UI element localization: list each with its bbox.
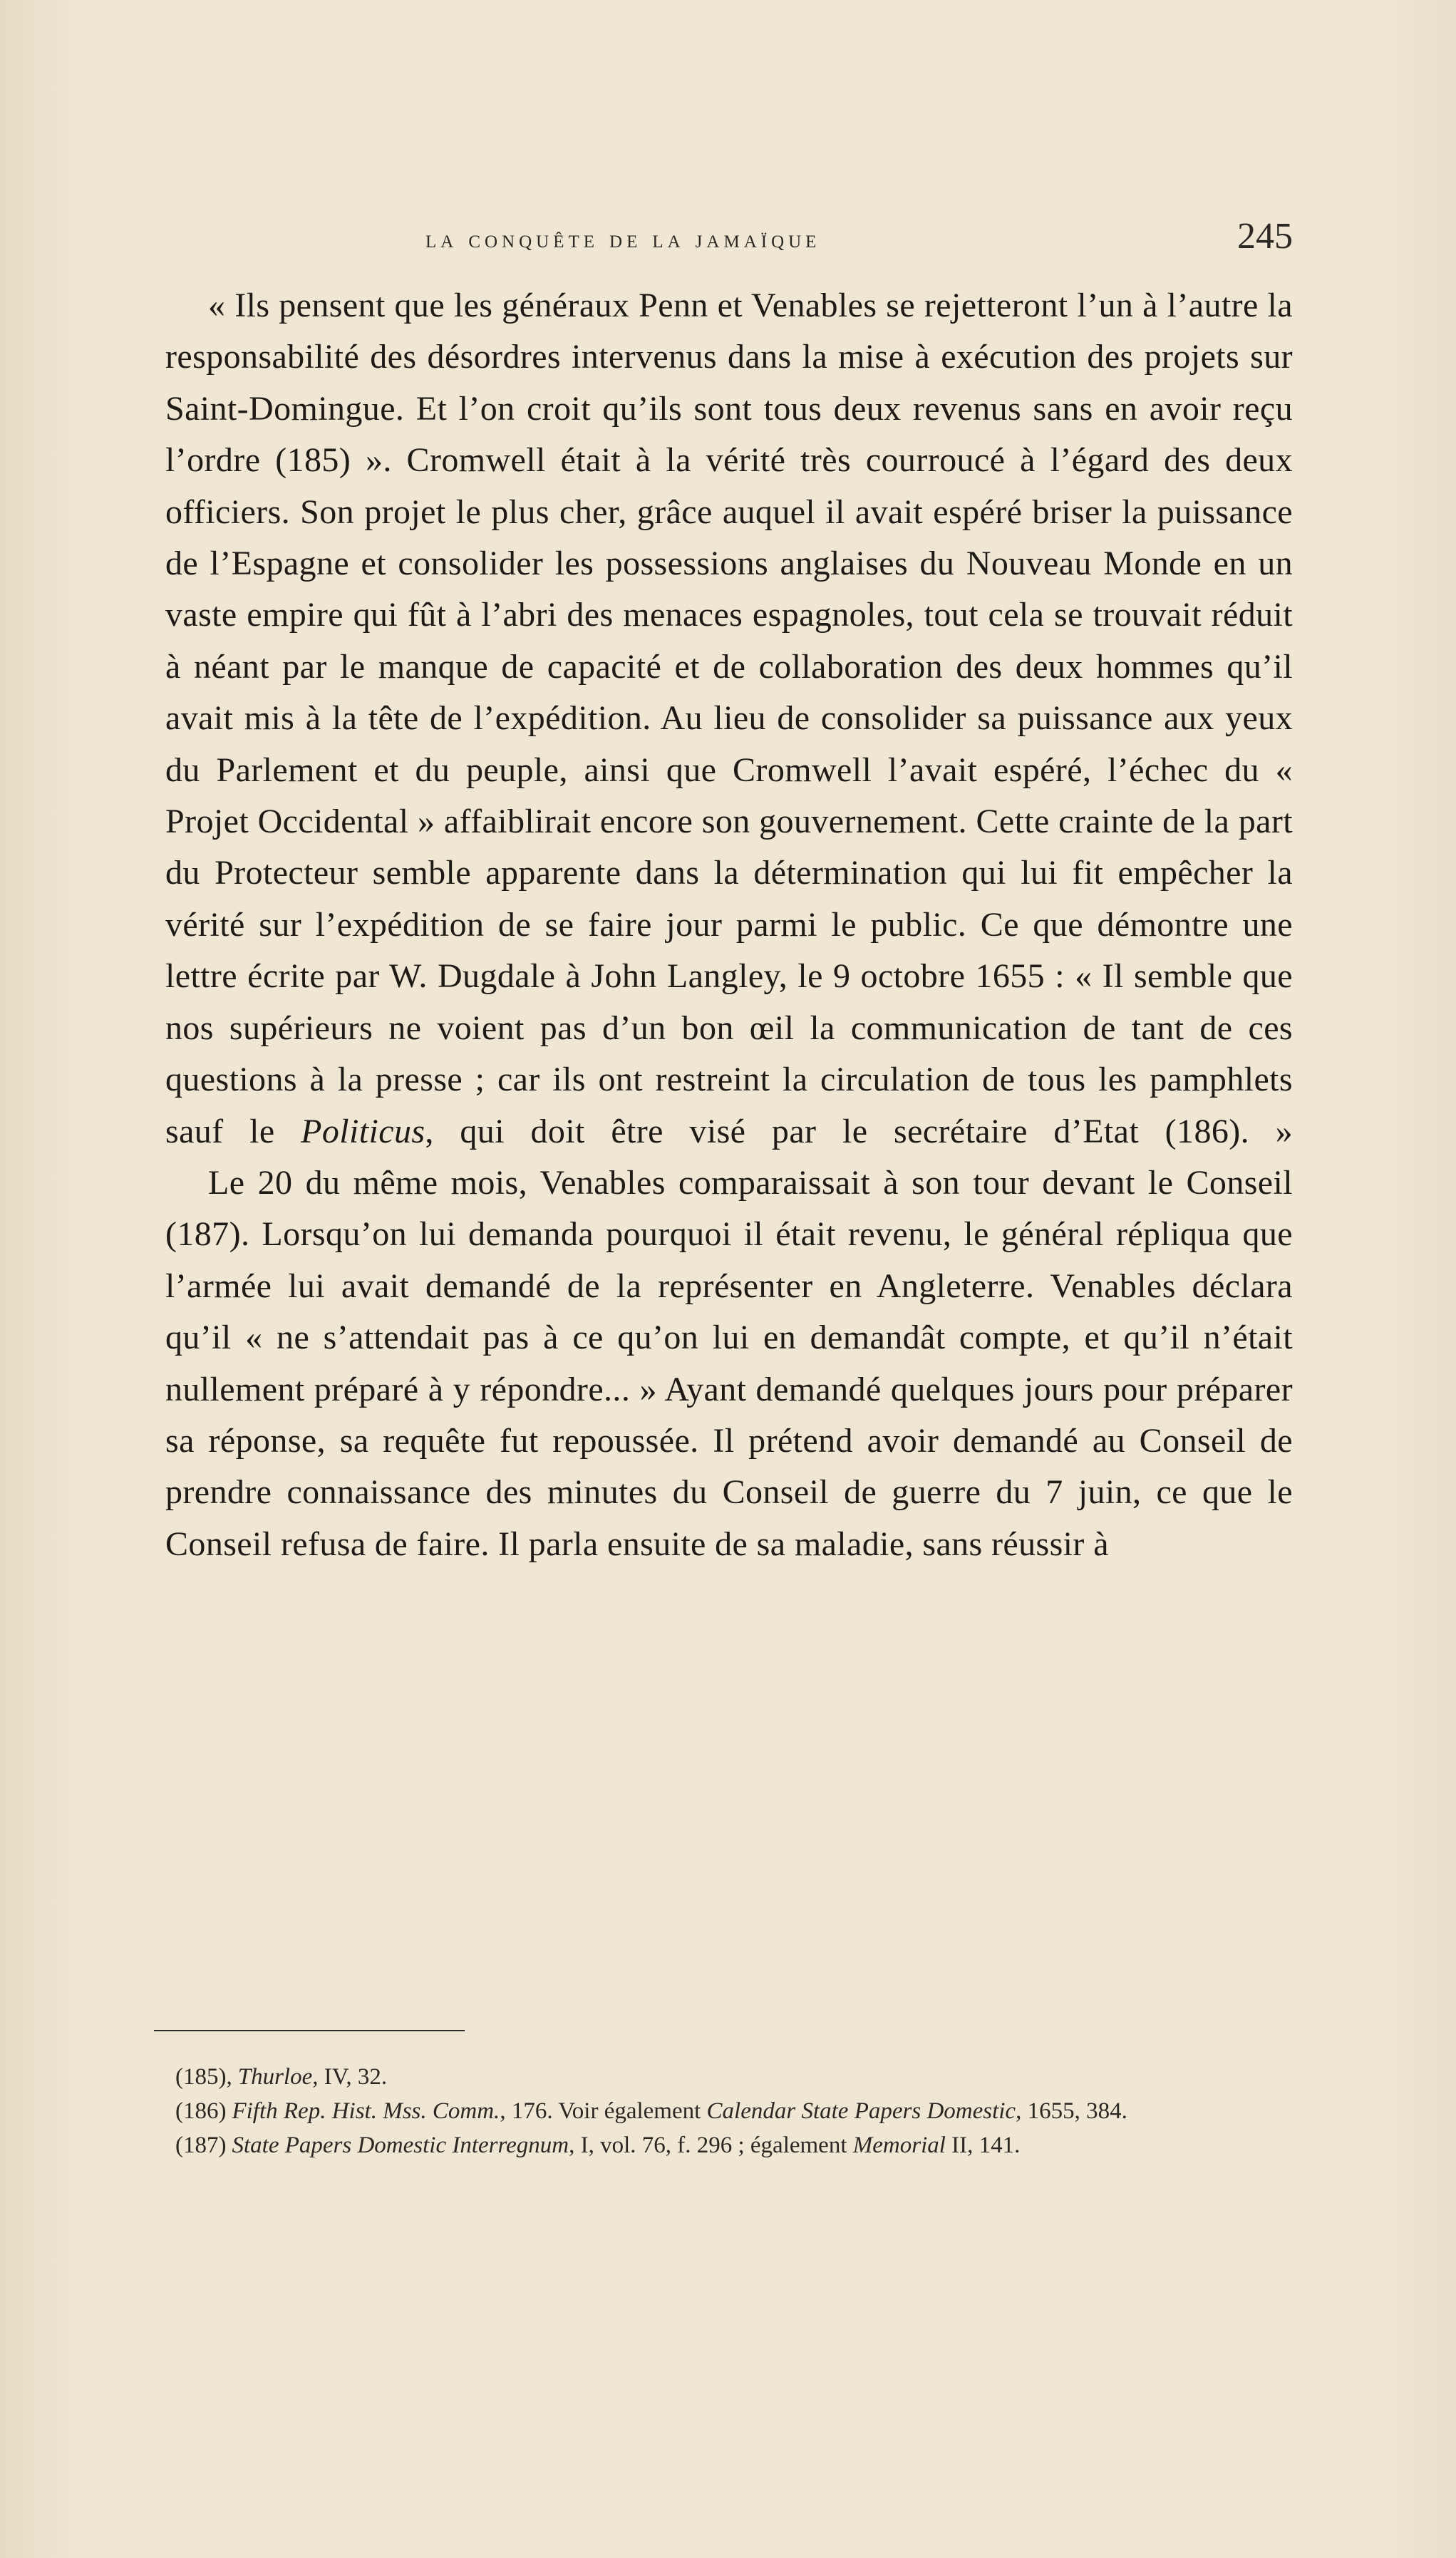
italic-politicus: Politicus: [301, 1112, 425, 1150]
footnote-source: State Papers Domestic Interregnum: [232, 2132, 569, 2158]
main-text: [165, 280, 1293, 1570]
footnote-rule: [154, 2030, 465, 2031]
footnote-text: , 176. Voir également: [500, 2098, 701, 2124]
footnote-number: (186): [175, 2098, 227, 2124]
footnote-185: [165, 2063, 1293, 2090]
footnote-186: [165, 2098, 1293, 2125]
footnote-source-2: Memorial: [852, 2132, 946, 2158]
paragraph-1-text: « Ils pensent que les généraux Penn et Venables se rejetteront l’un à l’autre la responsabilité des désordres intervenus dans la mise à exécution des projets sur Saint-Domingue. Et l’on croit qu’ils sont tous deux revenus sans en avoir reçu l’ordre (185) ». Cromwell était à la vérité très courroucé à l’égard des deux officiers. Son projet le plus cher, grâce auquel il avait espéré briser la puissance de l’Espagne et consolider les possessions anglaises du Nouveau Monde en un vaste empire qui fût à l’abri des menaces espagnoles, tout cela se trouvait réduit à néant par le manque de capacité et de collaboration des deux hommes qu’il avait mis à la tête de l’expédition. Au lieu de consolider sa puissance aux yeux du Parlement et du peuple, ainsi que Cromwell l’avait espéré, l’échec du « Projet Occidental » affaiblirait encore son gouvernement. Cette crainte de la part du Protecteur semble apparente dans la détermination qui lui fit empêcher la vérité sur l’expédition de se faire jour parmi le public. Ce que démontre une lettre écrite par W. Dugdale à John Langley, le 9 octobre 1655 : « Il semble que nos supérieurs ne voient pas d’un bon œil la communication de tant de ces questions à la presse ; car ils ont restreint la circulation de tous les pamphlets sauf le: [165, 287, 1293, 1150]
footnote-number: (185),: [175, 2064, 232, 2090]
footnote-source: Thurloe: [237, 2064, 313, 2090]
page-header: [165, 214, 1293, 257]
paragraph-1-end: , qui doit être visé par le secrétaire d’Etat (186). »: [425, 1112, 1293, 1150]
running-title: la conquête de la jamaïque: [425, 225, 821, 253]
footnote-text-2: II, 141.: [945, 2132, 1021, 2158]
footnote-text: , IV, 32.: [312, 2064, 388, 2090]
footnote-source-2: Calendar State Papers Domestic: [706, 2098, 1016, 2124]
paragraph-1: [165, 280, 1293, 1157]
footnotes: [165, 2063, 1293, 2166]
paragraph-2: Le 20 du même mois, Venables comparaissait à son tour devant le Conseil (187). Lorsqu’on lui demanda pourquoi il était revenu, le général répliqua que l’armée lui avait demandé de la représenter en Angleterre. Venables déclara qu’il « ne s’attendait pas à ce qu’on lui en demandât compte, et qu’il n’était nullement préparé à y répondre... » Ayant demandé quelques jours pour préparer sa réponse, sa requête fut repoussée. Il prétend avoir demandé au Conseil de prendre connaissance des minutes du Conseil de guerre du 7 juin, ce que le Conseil refusa de faire. Il parla ensuite de sa maladie, sans réussir à: [165, 1163, 1293, 1563]
footnote-text-2: , 1655, 384.: [1016, 2098, 1127, 2124]
footnote-text: , I, vol. 76, f. 296 ; également: [569, 2132, 847, 2158]
footnote-187: [165, 2132, 1293, 2159]
page-number: 245: [1237, 216, 1293, 257]
footnote-number: (187): [175, 2132, 227, 2158]
footnote-source: Fifth Rep. Hist. Mss. Comm.: [232, 2098, 500, 2124]
